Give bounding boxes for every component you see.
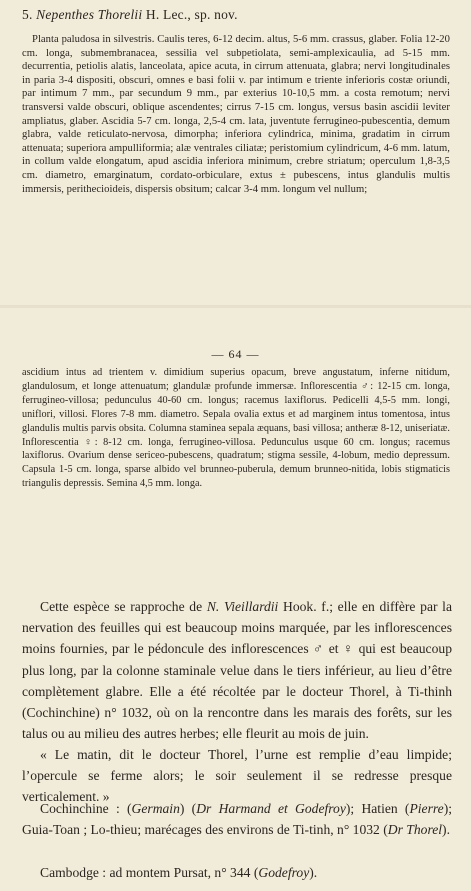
species-name: Nepenthes Thorelii bbox=[36, 7, 143, 22]
locality-text: Cambodge : ad montem Pursat, n° 344 ( bbox=[40, 865, 259, 880]
locality-text: ). bbox=[309, 865, 318, 880]
collector-name: Godefroy bbox=[258, 865, 310, 880]
locality-text: ) ( bbox=[179, 801, 197, 816]
page-divider bbox=[0, 305, 471, 308]
species-author: H. Lec., sp. nov. bbox=[145, 7, 238, 22]
species-heading bbox=[22, 6, 452, 24]
french-paragraph-comparison bbox=[22, 596, 452, 744]
locality-text: ); Hatien ( bbox=[345, 801, 410, 816]
collector-name: Dr Harmand et Godefroy bbox=[196, 801, 346, 816]
collector-name: Pierre bbox=[409, 801, 444, 816]
locality-cochinchine bbox=[22, 798, 452, 840]
collector-name: Dr Thorel bbox=[387, 822, 443, 838]
page-number: — 64 — bbox=[211, 347, 260, 361]
locality-text: ). bbox=[442, 822, 450, 838]
latin-continuation: ascidium intus ad trientem v. dimidium superius opacum, breve angustatum, inferne nitidum, glandulosum, et longe attenuatum; glandulæ profunde immersæ. Inflorescentia ♂: 12-15 cm. longa, ferrugineo-villosa; pedunculus 40-60 cm. longus; racemus laxiflorus. Pedicelli 4,5-5 mm. longi, uniflori, villosi. Flores 7-8 mm. diametro. Sepala ovalia extus et ad marginem intus tomentosa, intus glandulis multis parvis obsita. Columna staminea sepala æquans, basi villosa; antheræ 8-12, uniseriatæ. Inflorescentia ♀: 8-12 cm. longa, ferrugineo-villosa. Pedunculus usque 60 cm. longus; racemus laxiflorus. Ovarium dense sericeo-pubescens, quadratum; stigma sessile, 4-lobum, medio depressum. Capsula 1-5 cm. longa, sparse albido vel brunneo-puberula, demum brunneo-nitida, lobis stigmaticis triangulis depressis. Semina 4,5 mm. longa. bbox=[22, 367, 450, 490]
locality-text: ); Guia-Toan ; Lo-thieu; marécages des environs de Ti-tinh, n° 1032 ( bbox=[22, 801, 453, 838]
locality-text: Cochinchine : ( bbox=[40, 801, 132, 816]
latin-description: Planta paludosa in silvestris. Caulis teres, 6-12 decim. altus, 5-6 mm. crassus, glaber. Folia 12-20 cm. longa, submembranacea, sessilia vel subpetiolata, semi-amplexicaulia, ad 5-15 mm. decurrentia, petiolis alatis, lanceolata, apice acuta, in cirrum attenuata, glabra; nervi longitudinales in paria 3-4 dispositi, obscuri, omnes e basi folii v. par intimum e triente inferioris costæ oriundi, par intimum 7 mm., par secundum 9 mm., par exterius 10-10,5 mm. a costa remotum; nervi transversi valde obscuri, oblique ascendentes; cirrus 7-15 cm. longus, versus basin ascidii leviter ampliatus, glaber. Ascidia 5-7 cm. longa, 2,5-4 cm. lata, juventute ferrugineo-pubescentia, demum glabra, valde reticulato-nervosa, dimorpha; inferiora cylindrica, minima, gradatim in cirrum attenuata; superiora ampulliformia; alæ ventrales ciliatæ; peristomium cylindricum, 4-6 mm. latum, in collum valde elongatum, apud ascidia inferiora minimum, crebre striatum; operculum 1,8-3,5 cm. diametro, emarginatum, cordato-orbiculare, extus ± pubescens, intus glandulis multis immersis, perithecioideis, dispersis obsitum; calcar 3-4 mm. longum vel nullum; bbox=[22, 34, 450, 195]
locality-cambodge bbox=[22, 862, 452, 883]
collector-name: Germain bbox=[131, 801, 180, 816]
french-paragraph-quote: « Le matin, dit le docteur Thorel, l’urne est remplie d’eau limpide; l’opercule se ferme alors; le soir seulement il se redresse presque verticalement. » bbox=[22, 747, 452, 805]
comparison-text-start: Cette espèce se rapproche de bbox=[40, 599, 207, 614]
species-reference: N. Vieillardii bbox=[206, 599, 279, 614]
species-number: 5. bbox=[22, 7, 33, 22]
comparison-text-end: Hook. f.; elle en diffère par la nervation des feuilles qui est beaucoup moins marquée, par les inflorescences moins fournies, par le pédoncule des inflorescences ♂ et ♀ qui est beaucoup plus long, par la colonne staminale velue dans le tiers inférieur, au lieu d’être complètement glabre. Elle a été récoltée par le docteur Thorel, à Ti-thinh (Cochinchine) n° 1032, où on la rencontre dans les marais des forêts, sur les talus ou au milieu des autres herbes; elle fleurit au mois de juin. bbox=[22, 599, 452, 742]
